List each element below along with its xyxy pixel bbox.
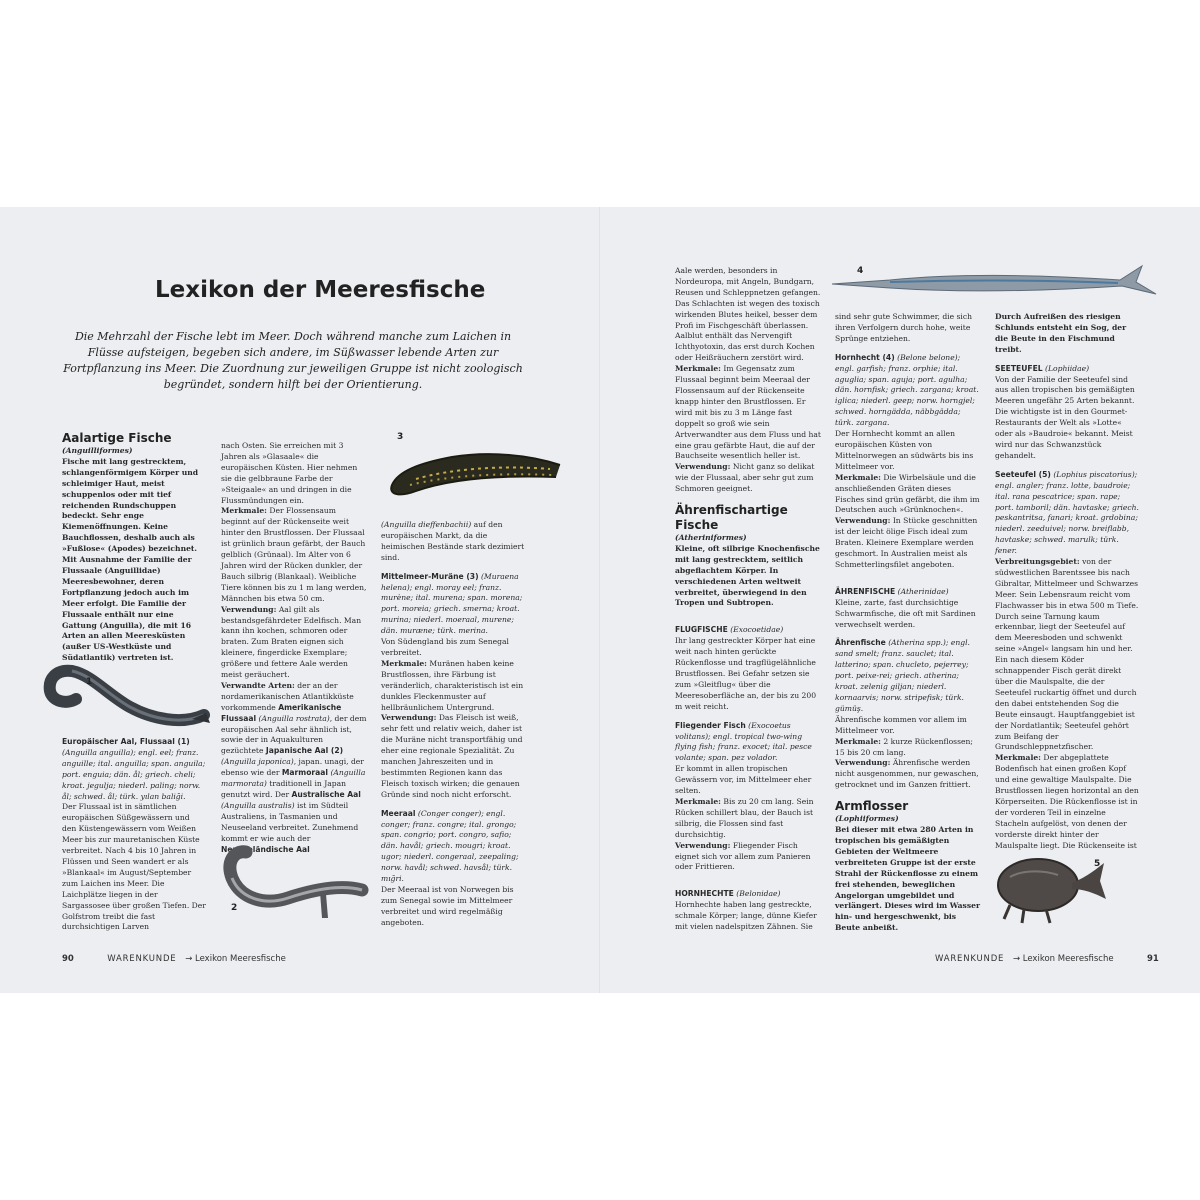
- page-number-right: 91: [1146, 954, 1159, 964]
- footer-right: [935, 954, 1159, 964]
- monkfish-image: [990, 847, 1110, 927]
- section-lead: Fische mit lang gestrecktem, schlangenförmigem Körper und schleimiger Haut, meist schuppenlos oder mit tief reichenden Rundschuppen bedeckt. Sehr enge Kiemenöffnungen. Keine Bauchflossen, deshalb auch als »Fußlose« (Apodes) bezeichnet. Mit Ausnahme der Familie der Flussaale (Anguillidae) Meeresbewohner, deren Fortpflanzung jedoch auch im Meer erfolgt. Die Familie der Flussaale enthält nur eine Gattung (Anguilla), die mit 16 Arten an allen Meeresküsten (außer US-Westküste und Südatlantik) vertreten ist.: [62, 456, 199, 663]
- chapter-name: Lexikon Meeresfische: [1022, 954, 1114, 964]
- figure-number-1: 1: [86, 677, 93, 687]
- column-1-lower: [62, 737, 206, 933]
- section-heading: Aalartige Fische: [62, 431, 172, 445]
- section-name: WARENKUNDE: [107, 954, 177, 964]
- eel-image-1: [42, 645, 214, 733]
- figure-number-3: 3: [397, 432, 404, 442]
- eel-names: (Anguilla anguilla); engl. eel; franz. anguille; ital. anguilla; span. anguila; port. enguia; dän. ål; griech. cheli; kroat. jegulja; niederl. paling; norw. ål; schwed. ål; türk. yılan baliği.: [62, 747, 206, 801]
- section-heading: Ährenfischartige Fische: [675, 503, 788, 533]
- figure-number-5: 5: [1094, 859, 1101, 869]
- intro-text: Die Mehrzahl der Fische lebt im Meer. Doch während manche zum Laichen in Flüsse aufsteigen, begeben sich andere, im Süßwasser lebende Arten zur Fortpflanzung ins Meer. Die Zuordnung zur jeweiligen Gruppe ist nicht zoologisch begründet, sondern hilft bei der Orientierung.: [63, 330, 523, 391]
- section-name: WARENKUNDE: [935, 954, 1005, 964]
- column-5: sind sehr gute Schwimmer, die sich ihren Verfolgern durch hohe, weite Sprünge entziehen. Hornhecht (4) (Belone belone); engl. garfish; franz. orphie; ital. aguglia; span. aguja; port. agulha; dän. hornfisk; griech. zargana; kroat. iglica; niederl. geep; norw. horngjel; schwed. horngädda, näbbgädda; türk. zargana. Der Hornhecht kommt an allen europäischen Küsten von Mittelnorwegen an südwärts bis ins Mittelmeer vor. Merkmale: Die Wirbelsäule und die anschließenden Gräten dieses Fisches sind grün gefärbt, die ihm im Deutschen auch »Grünknochen«. Verwendung: In Stücke geschnitten ist der leicht ölige Fisch ideal zum Braten. Kleinere Exemplare werden geschmort. In Australien meist als Schmetterlingsfilet angeboten. ÄHRENFISCHE (Atherinidae) Kleine, zarte, fast durchsichtige Schwarmfische, die oft mit Sardinen verwechselt werden. Ährenfische (Atherina spp.); engl. sand smelt; franz. sauclet; ital. latterino; span. chucleto, pejerrey; port. peixe-rei; griech. atherina; kroat. zelenig giljan; niederl. kornaarvis; norw. stripefisk; türk. gümüş. Ährenfische kommen vor allem im Mittelmeer vor. Merkmale: 2 kurze Rückenflossen; 15 bis 20 cm lang. Verwendung: Ährenfische werden nicht ausgenommen, nur gewaschen, getrocknet und im Ganzen frittiert. Armflosser (Lophiiformes) Bei dieser mit etwa 280 Arten in tropischen bis gemäßigten Gebieten der Weltmeere verbreiteten Gruppe ist der erste Strahl der Rückenflosse zu einem frei stehenden, beweglichen Angelorgan umgebildet und verlängert. Dieses wird im Wasser hin- und hergeschwenkt, bis Beute anbeißt.: [835, 312, 980, 933]
- column-2: nach Osten. Sie erreichen mit 3 Jahren als »Glasaale« die europäischen Küsten. Hier nehmen sie die gelbbraune Farbe der »Steigaale« an und dringen in die Flussmündungen ein. Merkmale: Der Flossensaum beginnt auf der Rückenseite weit hinter den Brustflossen. Der Flussaal ist grünlich braun gefärbt, der Bauch gelblich (Grünaal). Im Alter von 6 Jahren wird der Rücken dunkler, der Bauch silbrig (Blankaal). Weibliche Tiere können bis zu 1 m lang werden, Männchen bis etwa 50 cm. Verwendung: Aal gilt als bestandsgefährdeter Edelfisch. Man kann ihn kochen, schmoren oder braten. Zum Braten eignen sich kleinere, fingerdicke Exemplare; größere und fettere Aale werden meist geräuchert. Verwandte Arten: der an der nordamerikanischen Atlantikküste vorkommende Amerikanische Flussaal (Anguilla rostrata), der dem europäischen Aal sehr ähnlich ist, sowie der in Aquakulturen gezüchtete Japanische Aal (2) (Anguilla japonica), japan. unagi, der ebenso wie der Marmoraal (Anguilla marmorata) traditionell in Japan genutzt wird. Der Australische Aal (Anguilla australis) ist im Südteil Australiens, in Tasmanien und Neuseeland verbreitet. Zunehmend kommt er wie auch der Neuseeländische Aal: [221, 441, 367, 854]
- column-3: (Anguilla dieffenbachii) auf den europäischen Markt, da die heimischen Bestände stark dezimiert sind. Mittelmeer-Muräne (3) (Muraena helena); engl. moray eel; franz. murène; ital. murena; span. morena; port. moreia; griech. smerna; kroat. murina; niederl. moeraal, murene; dän. muræne; türk. merina. Von Südengland bis zum Senegal verbreitet. Merkmale: Muränen haben keine Brustflossen, ihre Färbung ist veränderlich, charakteristisch ist ein dunkles Fleckenmuster auf hellbräunlichem Untergrund. Verwendung: Das Fleisch ist weiß, sehr fett und relativ weich, daher ist die Muräne nicht transportfähig und eher eine regionale Spezialität. Zu manchen Jahreszeiten und in bestimmten Regionen kann das Fleisch toxisch wirken; die genauen Gründe sind noch nicht erforscht. Meeraal (Conger conger); engl. conger; franz. congre; ital. grongo; span. congrio; port. congro, safio; dän. havål; griech. mougri; kroat. ugor; niederl. congeraal, zeepaling; norw. havål; schwed. havsål; türk. mığri. Der Meeraal ist von Norwegen bis zum Senegal sowie im Mittelmeer verbreitet und wird regelmäßig angeboten.: [381, 520, 525, 927]
- page-number-left: 90: [62, 954, 74, 964]
- page-title: Lexikon der Meeresfische: [155, 277, 486, 303]
- section-heading: Armflosser: [835, 799, 909, 814]
- arrow-icon: →: [1012, 954, 1021, 964]
- figure-number-2: 2: [231, 903, 238, 913]
- column-4: Aale werden, besonders in Nordeuropa, mit Angeln, Bundgarn, Reusen und Schleppnetzen gefangen. Das Schlachten ist wegen des toxisch wirkenden Blutes heikel, besser dem Profi im Fischgeschäft überlassen. Aalblut enthält das Nervengift Ichthyotoxin, das erst durch Kochen oder Heißräuchern zerstört wird. Merkmale: Im Gegensatz zum Flussaal beginnt beim Meeraal der Flossensaum auf der Rückenseite knapp hinter den Brustflossen. Er wird mit bis zu 3 m Länge fast doppelt so groß wie sein Artverwandter aus dem Fluss und hat eine grau gefärbte Haut, die auf der Bauchseite wesentlich heller ist. Verwendung: Nicht ganz so delikat wie der Flussaal, aber sehr gut zum Schmoren geeignet. Ährenfischartige Fische (Atheriniformes) Kleine, oft silbrige Knochenfische mit lang gestrecktem, seitlich abgeflachtem Körper. In verschiedenen Arten weltweit verbreitet, überwiegend in den Tropen und Subtropen. FLUGFISCHE (Exocoetidae) Ihr lang gestreckter Körper hat eine weit nach hinten gerückte Rückenflosse und tragflügelähnliche Brustflossen. Bei Gefahr setzen sie zum »Gleitflug« über die Meeresoberfläche an, der bis zu 200 m weit reicht. Fliegender Fisch (Exocoetus volitans); engl. tropical two-wing flying fish; franz. exocet; ital. pesce volante; span. pez volador. Er kommt in allen tropischen Gewässern vor, im Mittelmeer eher selten. Merkmale: Bis zu 20 cm lang. Sein Rücken schillert blau, der Bauch ist silbrig, die Flossen sind fast durchsichtig. Verwendung: Fliegender Fisch eignet sich vor allem zum Panieren oder Frittieren. HORNHECHTE (Belonidae) Hornhechte haben lang gestreckte, schmale Körper; lange, dünne Kiefer mit vielen nadelspitzen Zähnen. Sie: [675, 266, 821, 932]
- section-subheading: (Anguilliformes): [62, 446, 133, 455]
- eel-title: Europäischer Aal, Flussaal (1): [62, 737, 190, 746]
- footer-left: [62, 954, 286, 964]
- eel-image-2: [212, 832, 372, 932]
- conger-title: Meeraal: [381, 808, 416, 818]
- figure-number-4: 4: [857, 266, 864, 276]
- book-spread: [0, 207, 1200, 993]
- moray-eel-image: [380, 435, 570, 505]
- gutter: [599, 207, 601, 993]
- text: nach Osten. Sie erreichen mit 3 Jahren als »Glasaale« die europäischen Küsten. Hier nehmen sie die gelbbraune Farbe der »Steigaale« an und dringen in die Flussmündungen ein.: [221, 441, 358, 505]
- eel-text: Der Flussaal ist in sämtlichen europäischen Süßgewässern und den Küstengewässern vom Weißen Meer bis zur mauretanischen Küste verbreitet. Nach 4 bis 10 Jahren in Flüssen und Seen wandert er als »Blankaal« im August/September zum Laichen ins Meer. Die Laichplätze liegen in der Sargassosee über großen Tiefen. Der Golfstrom treibt die fast durchsichtigen Larven: [62, 802, 206, 932]
- moray-title: Mittelmeer-Muräne (3): [381, 571, 479, 581]
- garfish-image: [830, 262, 1160, 302]
- column-1: [62, 431, 206, 664]
- arrow-icon: →: [185, 954, 193, 964]
- chapter-name: Lexikon Meeresfische: [195, 954, 286, 964]
- column-6: Durch Aufreißen des riesigen Schlunds entsteht ein Sog, der die Beute in den Fischmund treibt. SEETEUFEL (Lophiidae) Von der Familie der Seeteufel sind aus allen tropischen bis gemäßigten Meeren ungefähr 25 Arten bekannt. Die wichtigste ist in den Gourmet-Restaurants der Welt als »Lotte« oder als »Baudroie« bekannt. Meist wird nur das Schwanzstück gehandelt. Seeteufel (5) (Lophius piscatorius); engl. angler; franz. lotte, baudroie; ital. rana pescatrice; span. rape; port. tamboril; dän. havtaske; griech. peskantritsa, fanari; kroat. grdobina; niederl. zeeduivel; norw. breiflabb, havtaske; schwed. marulk; türk. fener. Verbreitungsgebiet: von der südwestlichen Barentssee bis nach Gibraltar, Mittelmeer und Schwarzes Meer. Sein Lebensraum reicht vom Flachwasser bis in etwa 500 m Tiefe. Durch seine Tarnung kaum erkennbar, liegt der Seeteufel auf dem Meeresboden und schwenkt seine »Angel« langsam hin und her. Ein nach diesem Köder schnappender Fisch gerät direkt über die Maulspalte, die der Seeteufel ruckartig öffnet und durch den dabei entstehenden Sog die Beute einsaugt. Hauptfanggebiet ist der Nordatlantik; Seeteufel gehört zum Beifang der Grundschleppnetzfischer. Merkmale: Der abgeplattete Bodenfisch hat einen großen Kopf und eine gewaltige Maulspalte. Die Brustflossen liegen horizontal an den Körperseiten. Die Rückenflosse ist in der vorderen Teil in einzelne Stacheln aufgelöst, von denen der vorderste direkt hinter der Maulspalte liegt. Die Rückenseite ist: [995, 312, 1139, 850]
